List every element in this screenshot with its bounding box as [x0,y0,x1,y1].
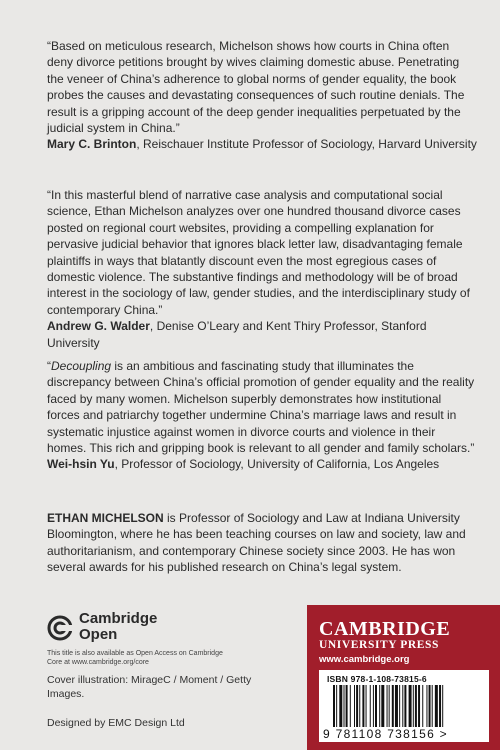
author-bio [47,510,477,576]
barcode-bar [333,685,335,727]
barcode-bar [356,685,358,727]
barcode-bar [399,685,400,727]
author-name: ETHAN MICHELSON [47,511,164,525]
publisher-url: www.cambridge.org [319,654,410,665]
cambridge-open-icon [47,615,73,641]
quote-open-mark: “ [47,359,51,373]
barcode-bar [350,685,351,727]
cambridge-open-wordmark [79,611,157,643]
barcode-icon [333,685,481,727]
designer-credit: Designed by EMC Design Ltd [47,717,185,729]
book-title: Decoupling [51,359,112,373]
barcode-bar [395,685,398,727]
quote-affiliation: , Denise O’Leary and Kent Thiry Professor, Stanford University [47,319,427,350]
barcode-bar [409,685,412,727]
barcode-bar [402,685,403,727]
barcode-bar [359,685,360,727]
barcode-bar [442,685,443,727]
endorsement-quote-2 [47,187,477,351]
quote-affiliation: , Reischauer Institute Professor of Sociology, Harvard University [136,137,477,152]
publisher-block [307,605,500,750]
barcode-bar [344,685,345,727]
open-access-note: This title is also available as Open Access on Cambridge Core at www.cambridge.org/core [47,650,223,666]
endorsement-quote-1 [47,38,477,153]
cambridge-open-logo [47,611,247,651]
publisher-name: CAMBRIDGE [319,618,451,640]
cover-credit: Cover illustration: MirageC / Moment / Getty Images. [47,674,252,700]
barcode-bar [439,685,441,727]
barcode-bar [366,685,367,727]
barcode-bar [392,685,394,727]
quote-author: Mary C. Brinton [47,137,137,152]
barcode-bar [373,685,374,727]
barcode-digits: 9 781108 738156 > [323,727,448,741]
barcode-bar [346,685,348,727]
barcode-bar [370,685,371,727]
barcode-panel [319,670,489,742]
barcode-bar [336,685,337,727]
wordmark-line-2: Open [79,626,118,643]
quote-text: “In this masterful blend of narrative case analysis and computational social science, Ethan Michelson analyzes over one hundred thousand divorce cases posted on regional court websites, providing a compelling explanation for pervasive judicial behavior that ignores black letter law, disadvantaging female plaintiffs in ways that blatantly discount even the most egregious cases of domestic violence. The substantive findings and methodology will be of broad interest in the sociology of law, gender studies, and the interdisciplinary study of contemporary China.” [47,188,470,317]
barcode-bar [432,685,433,727]
endorsement-quote-3 [47,358,477,473]
quote-affiliation: , Professor of Sociology, University of California, Los Angeles [114,457,440,472]
barcode-bar [418,685,420,727]
barcode-bar [435,685,438,727]
barcode-bar [429,685,431,727]
wordmark-line-1: Cambridge [79,610,158,627]
quote-attribution [47,136,477,152]
quote-text [47,358,477,456]
isbn-text: ISBN 978-1-108-73815-6 [327,674,427,684]
barcode-bar [362,685,364,727]
barcode-bar [387,685,388,727]
publisher-subtitle: UNIVERSITY PRESS [319,639,440,651]
barcode-bar [422,685,423,727]
barcode-bar [339,685,342,727]
barcode-bar [354,685,355,727]
barcode-bar [404,685,406,727]
barcode-bar [413,685,414,727]
quote-author: Andrew G. Walder [47,319,150,334]
barcode-bar [389,685,390,727]
quote-attribution [47,456,477,472]
barcode-bar [379,685,380,727]
barcode-bar [375,685,377,727]
quote-text: “Based on meticulous research, Michelson shows how courts in China often deny divorce petitions brought by wives claiming domestic abuse. Penetrating the veneer of China’s adherence to global norms of gender equality, the book probes the causes and devastating consequences of such routine denials. The result is a gripping account of the deep gender inequalities perpetuated by the judicial system in China.” [47,39,465,136]
author-bio-text: is Professor of Sociology and Law at Indiana University Bloomington, where he has been teaching courses on law and society, law and authoritarianism, and contemporary Chinese society since 2003. He has won several awards for his published research on China’s legal system. [47,511,466,575]
barcode-bar [381,685,384,727]
barcode-bar [426,685,427,727]
barcode-bar [415,685,417,727]
quote-body: is an ambitious and fascinating study that illuminates the discrepancy between China’s official promotion of gender equality and the reality faced by many women. Michelson superbly demonstrates how institutional forces and patriarchy together undermine China’s marriage laws and result in systematic injustice against women in divorce courts and violence in their homes. This rich and gripping book is relevant to all gender and family scholars.” [47,359,475,456]
quote-author: Wei-hsin Yu [47,457,115,472]
quote-attribution [47,318,477,351]
